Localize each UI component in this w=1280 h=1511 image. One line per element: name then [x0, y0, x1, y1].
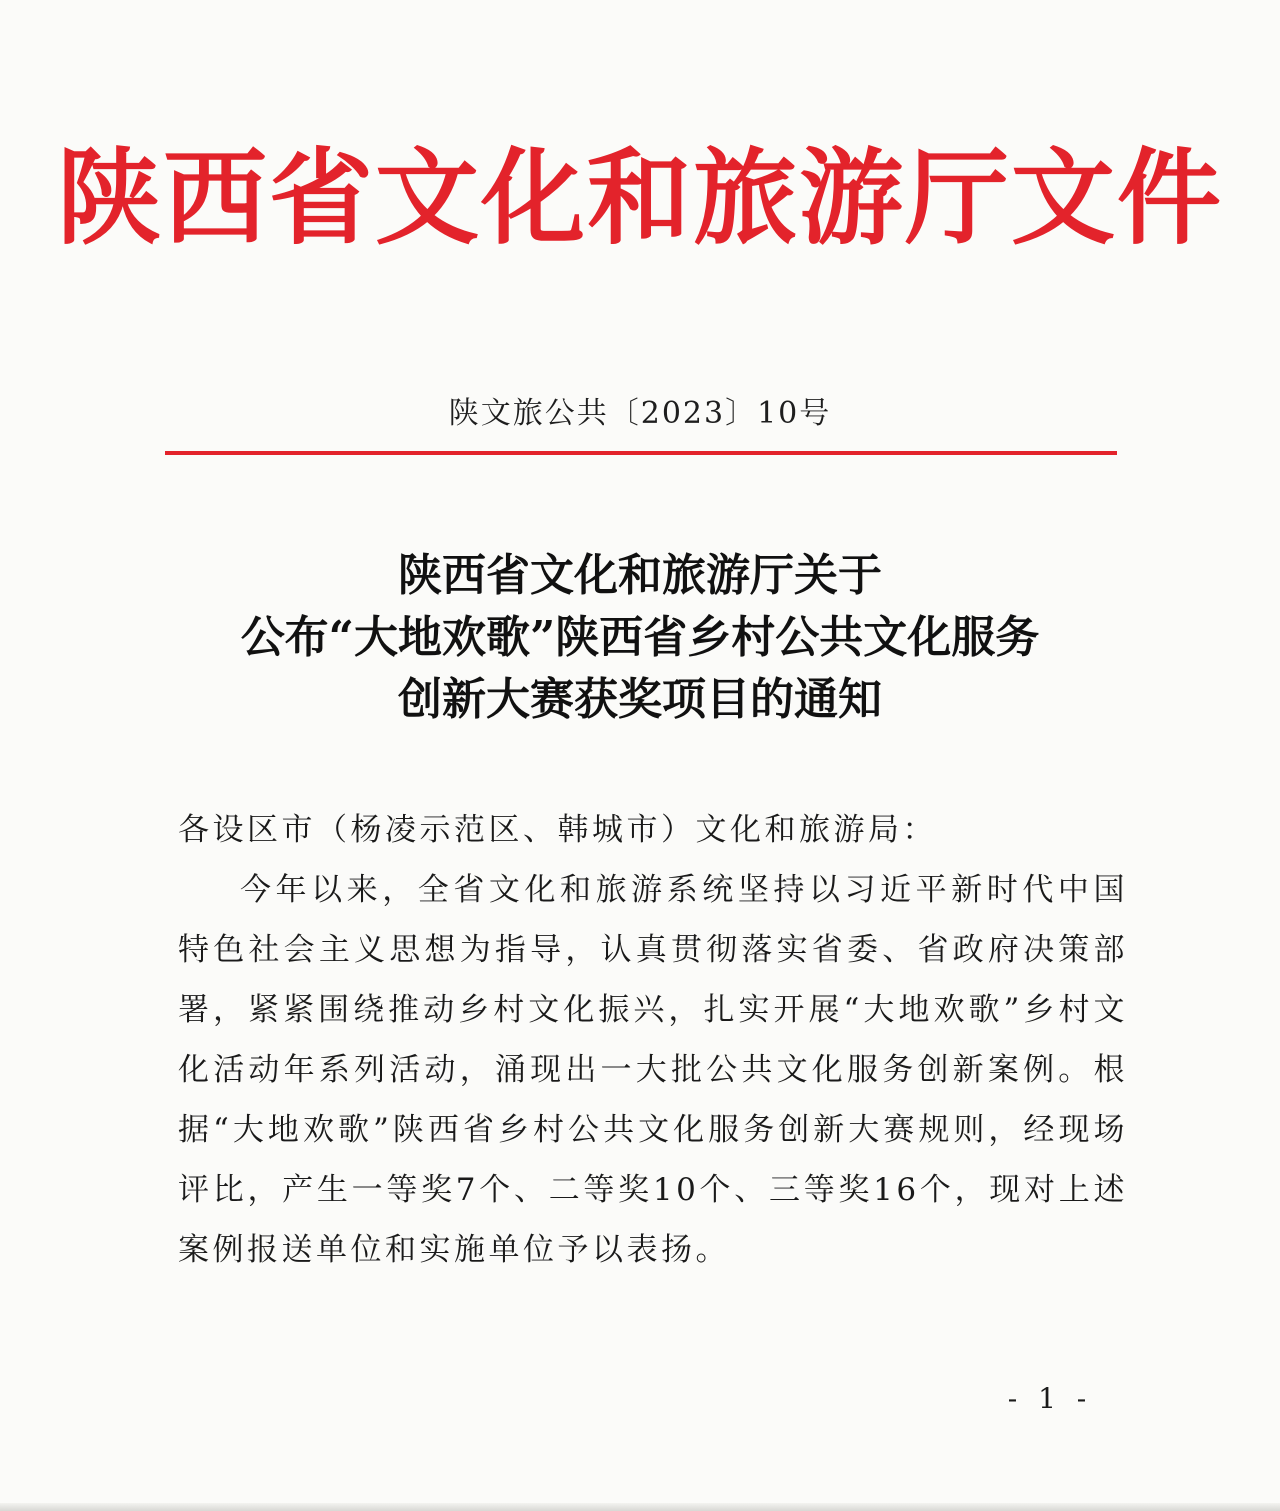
notice-body — [178, 800, 1128, 1280]
title-line-1: 陕西省文化和旅游厅关于 — [398, 550, 882, 601]
red-separator-line — [165, 451, 1117, 455]
masthead-title: 陕西省文化和旅游厅文件 — [56, 136, 1223, 259]
salutation: 各设区市（杨凌示范区、韩城市）文化和旅游局： — [178, 812, 937, 848]
title-line-2: 公布“大地欢歌”陕西省乡村公共文化服务 — [240, 612, 1040, 663]
document-number: 陕文旅公共〔2023〕10号 — [448, 396, 832, 431]
body-paragraph: 今年以来，全省文化和旅游系统坚持以习近平新时代中国特色社会主义思想为指导，认真贯彻落实省委、省政府决策部署，紧紧围绕推动乡村文化振兴，扎实开展“大地欢歌”乡村文化活动年系列活动，涌现出一大批公共文化服务创新案例。根据“大地欢歌”陕西省乡村公共文化服务创新大赛规则，经现场评比，产生一等奖7个、二等奖10个、三等奖16个，现对上述案例报送单位和实施单位予以表扬。 — [178, 872, 1128, 1268]
page-number: - 1 - — [1007, 1382, 1093, 1415]
title-line-3: 创新大赛获奖项目的通知 — [398, 674, 882, 725]
notice-title — [0, 545, 1280, 731]
page-bottom-edge — [0, 1503, 1280, 1511]
